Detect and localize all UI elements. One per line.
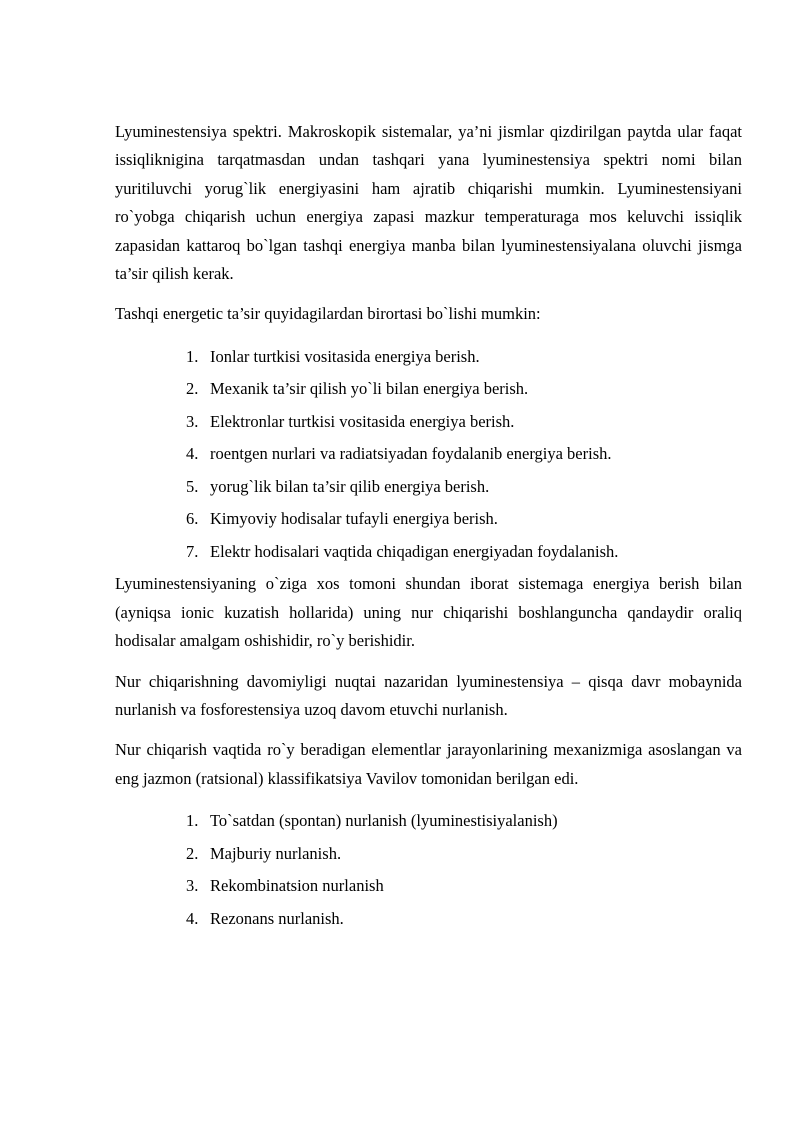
list-item xyxy=(186,805,742,838)
list-item-number: 2. xyxy=(186,843,199,863)
list-item-number: 5. xyxy=(186,476,199,496)
list-item-number: 3. xyxy=(186,876,199,896)
list-item xyxy=(186,838,742,871)
list-item-number: 6. xyxy=(186,509,199,529)
list-item xyxy=(186,870,742,903)
list-item xyxy=(186,503,742,536)
list-item xyxy=(186,406,742,439)
list-item-number: 3. xyxy=(186,411,199,431)
list-item-text: To`satdan (spontan) nurlanish (lyuminestisiyalanish) xyxy=(210,811,558,831)
list-item-number: 1. xyxy=(186,346,199,366)
list-item-text: Elektr hodisalari vaqtida chiqadigan energiyadan foydalanish. xyxy=(210,541,619,561)
emission-types-list xyxy=(115,805,742,935)
list-item xyxy=(186,373,742,406)
list-item-number: 1. xyxy=(186,811,199,831)
paragraph-external-energy-intro: Tashqi energetic ta’sir quyidagilardan birortasi bo`lishi mumkin: xyxy=(115,304,541,324)
paragraph-luminescence-feature: Lyuminestensiyaning o`ziga xos tomoni shundan iborat sistemaga energiya berish bilan (ayniqsa ionic kuzatish hollarida) uning nur chiqarishi boshlanguncha qandaydir oraliq hodisalar amalgam oshishidir, ro`y berishidir. xyxy=(115,574,742,651)
list-item-text: yorug`lik bilan ta’sir qilib energiya berish. xyxy=(210,476,490,496)
list-item-text: Elektronlar turtkisi vositasida energiya berish. xyxy=(210,411,515,431)
list-item-number: 2. xyxy=(186,379,199,399)
list-item xyxy=(186,341,742,374)
list-item-text: Kimyoviy hodisalar tufayli energiya berish. xyxy=(210,509,498,529)
list-item-text: Majburiy nurlanish. xyxy=(210,843,342,863)
list-item-text: Ionlar turtkisi vositasida energiya berish. xyxy=(210,346,480,366)
list-item-number: 7. xyxy=(186,541,199,561)
paragraph-luminescence-spectrum: Lyuminestensiya spektri. Makroskopik sistemalar, ya’ni jismlar qizdirilgan paytda ular faqat issiqliknigina tarqatmasdan undan tashqari yana lyuminestensiya spektri nomi bilan yuritiluvchi yorug`lik energiyasini ham ajratib chiqarishi mumkin. Lyuminestensiyani ro`yobga chiqarish uchun energiya zapasi mazkur temperaturaga mos keluvchi issiqlik zapasidan kattaroq bo`lgan tashqi energiya manba bilan lyuminestensiyalana oluvchi jismga ta’sir qilish kerak. xyxy=(115,122,742,284)
list-item xyxy=(186,471,742,504)
list-item-number: 4. xyxy=(186,444,199,464)
list-item-text: Rekombinatsion nurlanish xyxy=(210,876,384,896)
list-item-text: Rezonans nurlanish. xyxy=(210,908,344,928)
list-item-text: Mexanik ta’sir qilish yo`li bilan energiya berish. xyxy=(210,379,529,399)
list-item-text: roentgen nurlari va radiatsiyadan foydalanib energiya berish. xyxy=(210,444,612,464)
energy-sources-list xyxy=(115,341,742,569)
document-body xyxy=(115,118,742,947)
list-item xyxy=(186,438,742,471)
paragraph-vavilov-classification: Nur chiqarish vaqtida ro`y beradigan elementlar jarayonlarining mexanizmiga asoslangan va eng jazmon (ratsional) klassifikatsiya Vavilov tomonidan berilgan edi. xyxy=(115,740,742,788)
list-item-number: 4. xyxy=(186,908,199,928)
list-item xyxy=(186,903,742,936)
list-item xyxy=(186,536,742,569)
paragraph-emission-duration: Nur chiqarishning davomiyligi nuqtai nazaridan lyuminestensiya – qisqa davr mobaynida nurlanish va fosforestensiya uzoq davom etuvchi nurlanish. xyxy=(115,671,742,719)
